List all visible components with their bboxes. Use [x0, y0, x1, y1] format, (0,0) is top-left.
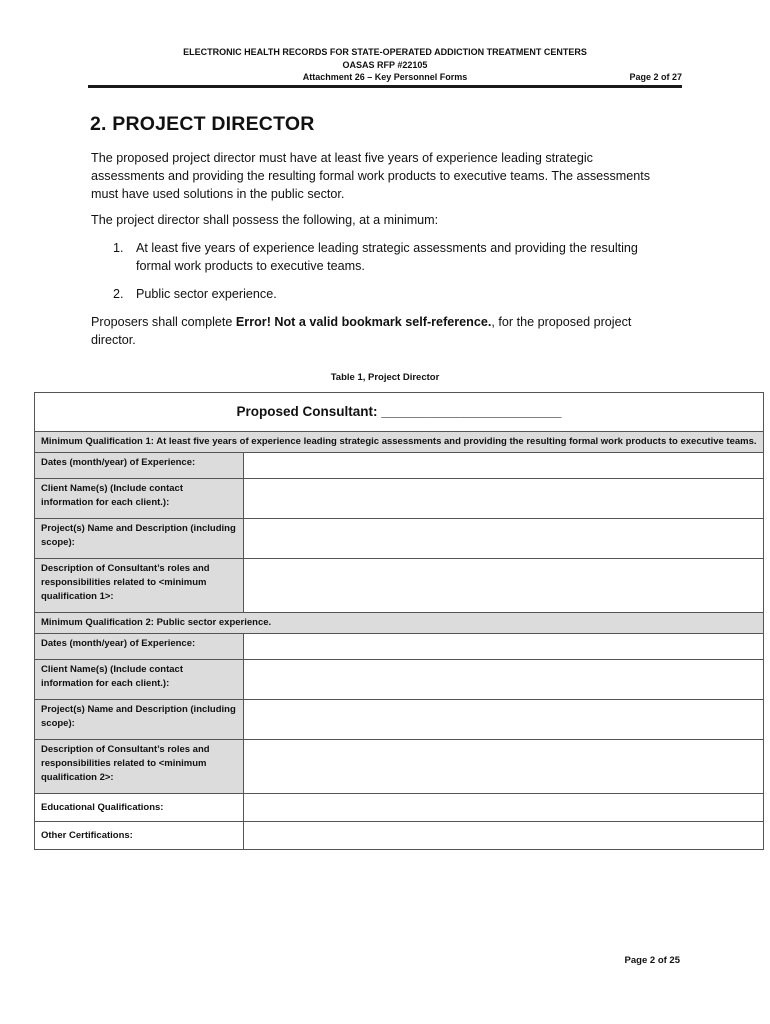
- project-director-table: [34, 392, 764, 850]
- paragraph-requirements: The proposed project director must have at least five years of experience leading strategic assessments and providing the resulting formal work products to executive teams. The assessments must have used solutions in the public sector.: [91, 151, 651, 201]
- proposed-consultant-cell[interactable]: Proposed Consultant: ________________________: [35, 393, 764, 432]
- entry-cell[interactable]: [244, 660, 764, 700]
- row-label: Educational Qualifications:: [35, 794, 244, 822]
- row-label: Description of Consultant’s roles and responsibilities related to <minimum qualification 1>:: [35, 559, 244, 613]
- row-label: Dates (month/year) of Experience:: [35, 453, 244, 479]
- entry-cell[interactable]: [244, 740, 764, 794]
- list-text: At least five years of experience leading strategic assessments and providing the resulting formal work products to executive teams.: [136, 241, 638, 273]
- row-label: Project(s) Name and Description (including scope):: [35, 519, 244, 559]
- entry-cell[interactable]: [244, 519, 764, 559]
- row-label: Other Certifications:: [35, 822, 244, 850]
- header-rule: [88, 85, 682, 88]
- header-page-number: Page 2 of 27: [629, 72, 682, 82]
- row-label: Client Name(s) (Include contact information for each client.):: [35, 660, 244, 700]
- instructions-pre: Proposers shall complete: [91, 315, 236, 329]
- document-header: [88, 46, 682, 84]
- instructions-post: , for the proposed project director.: [91, 315, 632, 347]
- bookmark-error: Error! Not a valid bookmark self-reference.: [235, 315, 492, 329]
- header-title: ELECTRONIC HEALTH RECORDS FOR STATE-OPERATED ADDICTION TREATMENT CENTERS: [183, 47, 587, 57]
- qualification-2-header: Minimum Qualification 2: Public sector experience.: [35, 613, 764, 634]
- entry-cell[interactable]: [244, 479, 764, 519]
- row-label: Description of Consultant’s roles and responsibilities related to <minimum qualification 2>:: [35, 740, 244, 794]
- row-label: Client Name(s) (Include contact information for each client.):: [35, 479, 244, 519]
- paragraph-instructions: [91, 313, 661, 349]
- entry-cell[interactable]: [244, 453, 764, 479]
- row-label: Project(s) Name and Description (including scope):: [35, 700, 244, 740]
- footer-page-number: Page 2 of 25: [624, 955, 680, 966]
- paragraph-minimum: The project director shall possess the following, at a minimum:: [91, 213, 439, 227]
- header-rfp-number: OASAS RFP #22105: [342, 59, 428, 70]
- section-heading: 2. PROJECT DIRECTOR: [90, 113, 315, 135]
- header-attachment: Attachment 26 – Key Personnel Forms: [302, 72, 468, 82]
- row-label: Dates (month/year) of Experience:: [35, 634, 244, 660]
- list-number: 1.: [113, 241, 124, 255]
- list-number: 2.: [113, 287, 124, 301]
- entry-cell[interactable]: [244, 559, 764, 613]
- list-text: Public sector experience.: [136, 287, 277, 301]
- table-caption: Table 1, Project Director: [330, 372, 440, 383]
- entry-cell[interactable]: [244, 822, 764, 850]
- entry-cell[interactable]: [244, 700, 764, 740]
- entry-cell[interactable]: [244, 794, 764, 822]
- entry-cell[interactable]: [244, 634, 764, 660]
- qualification-1-header: Minimum Qualification 1: At least five years of experience leading strategic assessments and providing the resulting formal work products to executive teams.: [35, 432, 764, 453]
